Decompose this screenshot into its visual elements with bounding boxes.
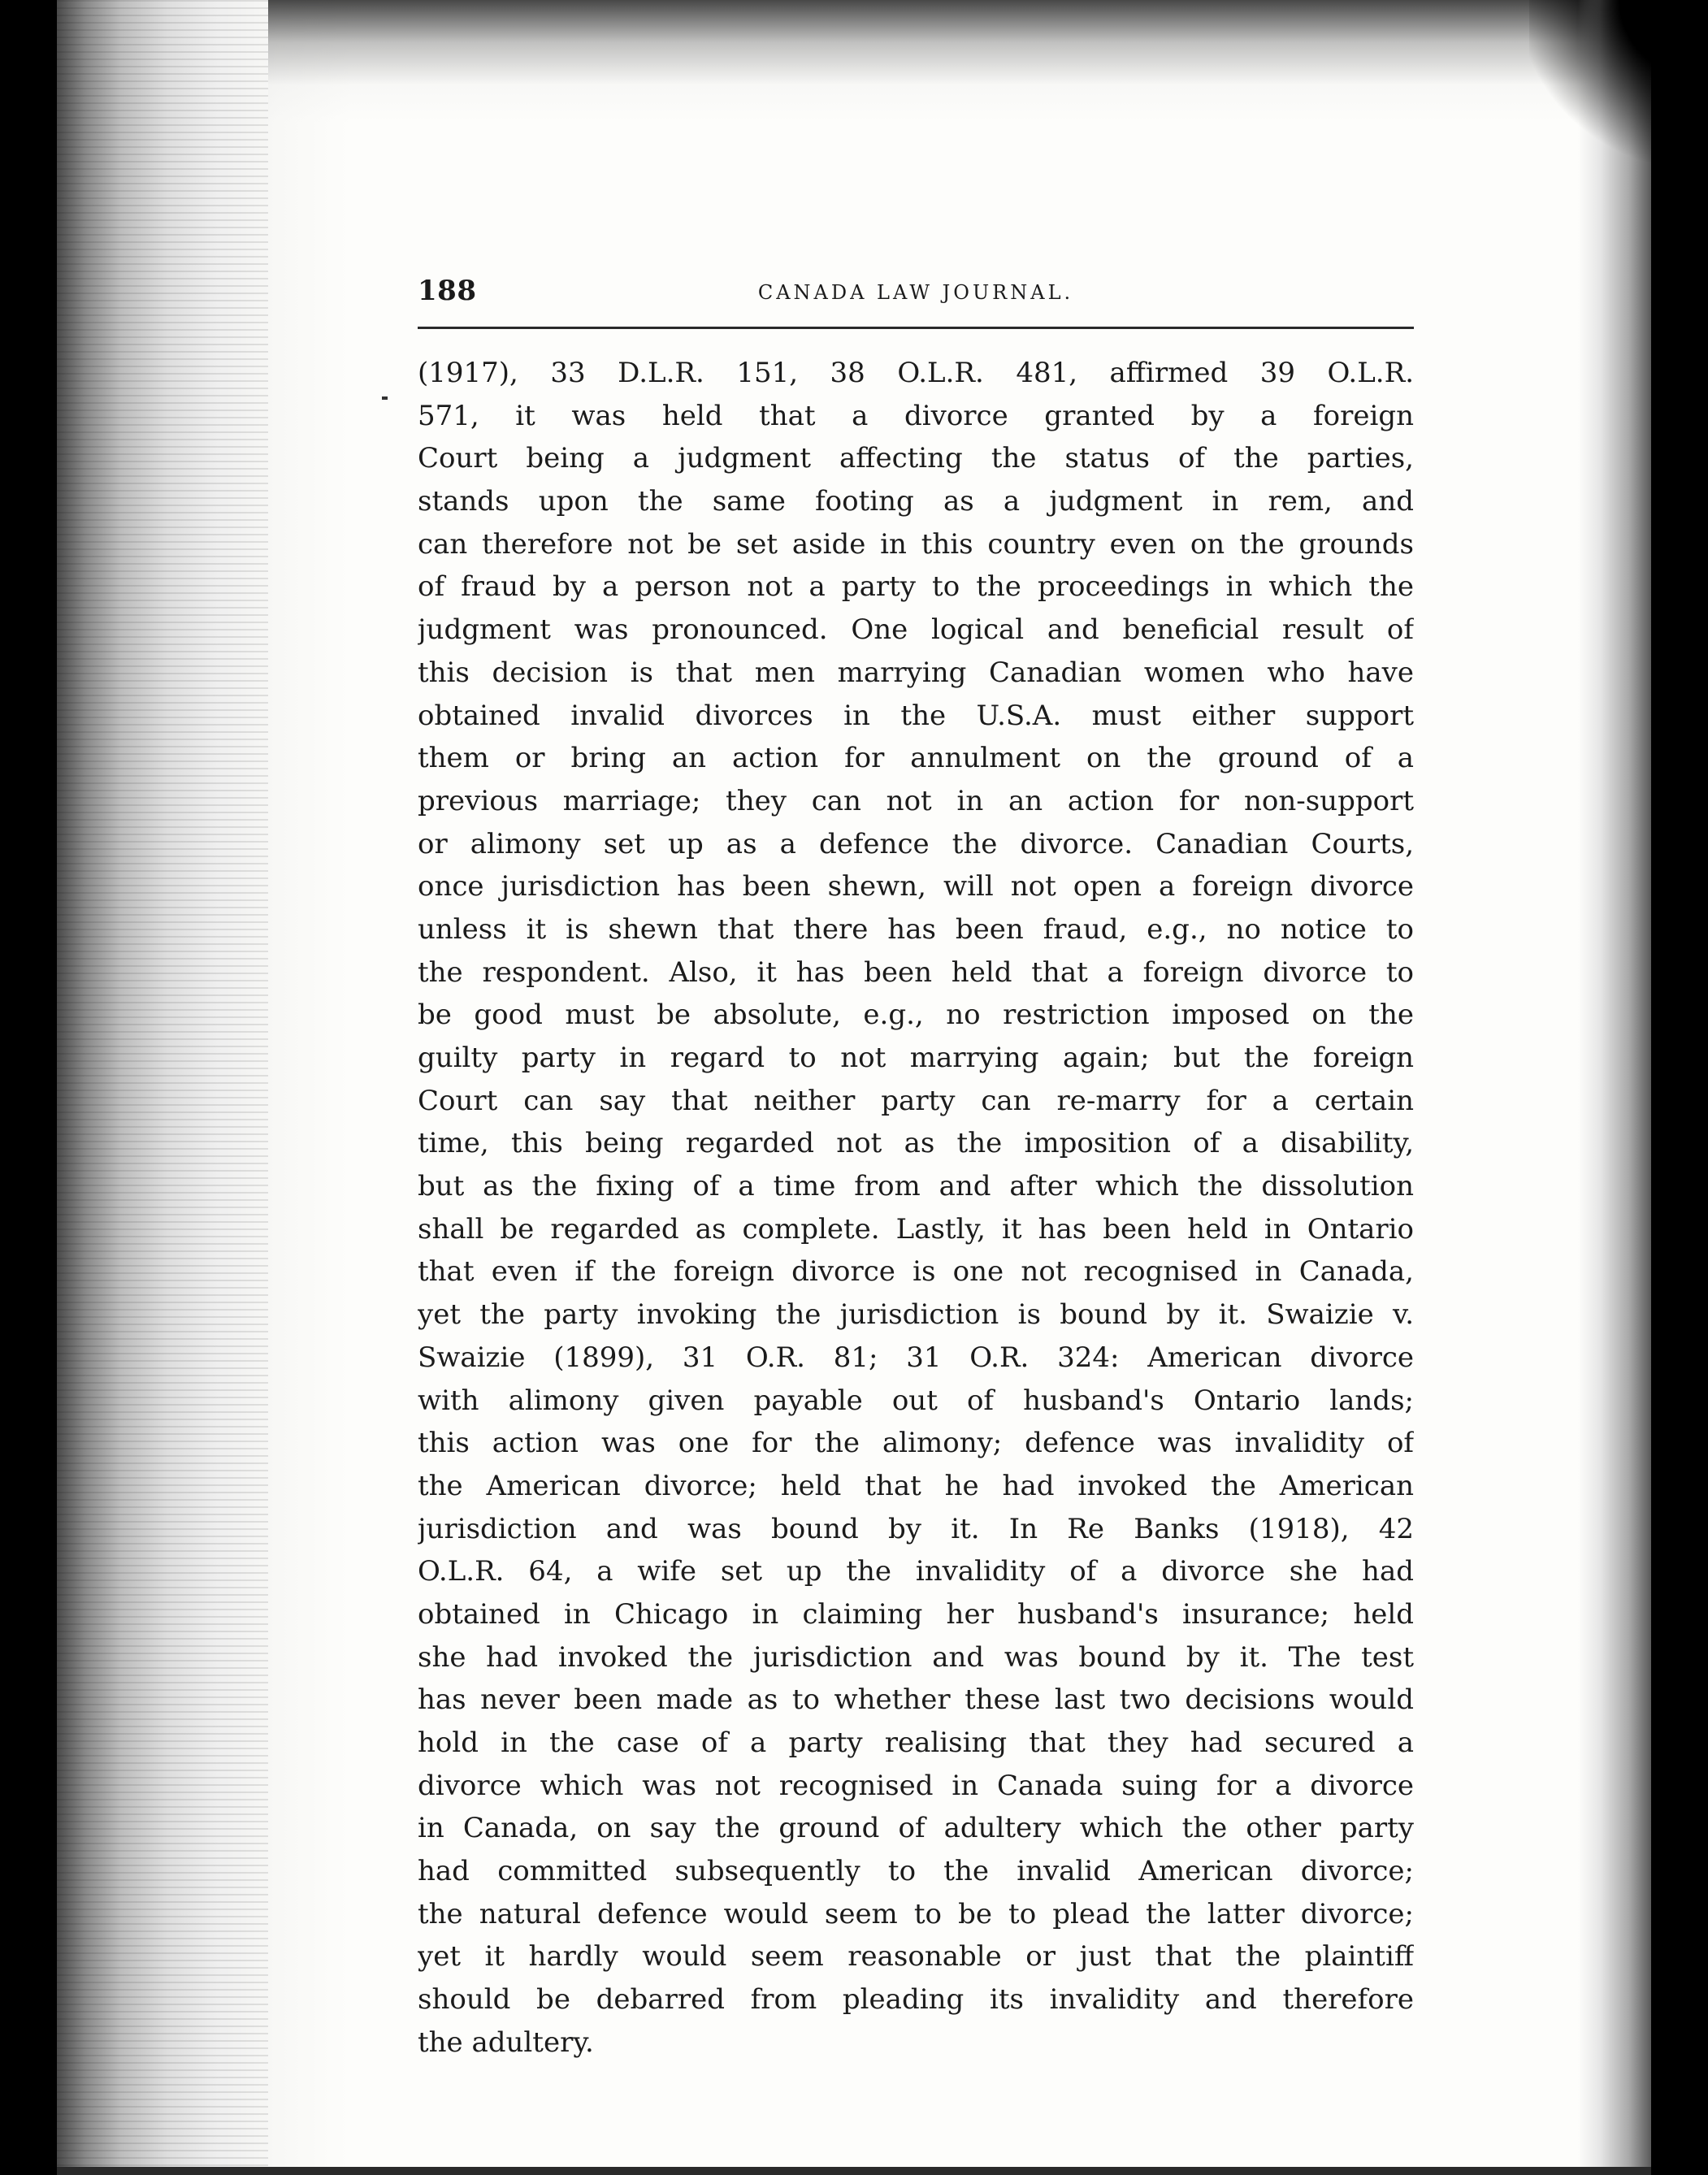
- text-line: has never been made as to whether these last two decisions would: [418, 1683, 1414, 1717]
- text-line: yet it hardly would seem reasonable or just that the plaintiff: [418, 1940, 1414, 1974]
- text-line: the American divorce; held that he had invoked the American: [418, 1469, 1414, 1502]
- text-line: should be debarred from pleading its invalidity and therefore: [418, 1983, 1414, 2017]
- text-line: hold in the case of a party realising that they had secured a: [418, 1727, 1414, 1759]
- text-line: unless it is shewn that there has been fraud, e.g., no notice to: [418, 912, 1414, 946]
- text-line: O.L.R. 64, a wife set up the invalidity of a divorce she had: [418, 1555, 1414, 1588]
- text-line: the respondent. Also, it has been held that a foreign divorce to: [418, 955, 1414, 989]
- text-line: divorce which was not recognised in Canada suing for a divorce: [418, 1769, 1414, 1802]
- text-line: the natural defence would seem to be to plead the latter divorce;: [418, 1897, 1414, 1930]
- text-line: Court being a judgment affecting the status of the parties,: [418, 442, 1414, 475]
- text-line: of fraud by a person not a party to the proceedings in which the: [418, 570, 1414, 604]
- text-line: previous marriage; they can not in an action for non-support: [418, 784, 1414, 817]
- text-line: shall be regarded as complete. Lastly, it has been held in Ontario: [418, 1212, 1414, 1246]
- text-line: in Canada, on say the ground of adultery which the other party: [418, 1812, 1414, 1845]
- text-line: she had invoked the jurisdiction and was bound by it. The test: [418, 1640, 1414, 1674]
- page-header: [418, 268, 1414, 317]
- scan-gutter-streaks: [57, 0, 268, 2175]
- scan-right-gutter-shadow: [1578, 0, 1651, 2175]
- text-line: jurisdiction and was bound by it. In Re Banks (1918), 42: [418, 1512, 1414, 1545]
- scan-left-border: [0, 0, 57, 2175]
- text-line: be good must be absolute, e.g., no restriction imposed on the: [418, 999, 1414, 1032]
- text-line: yet the party invoking the jurisdiction is bound by it. Swaizie v.: [418, 1298, 1414, 1332]
- scan-top-right-corner: [1529, 0, 1708, 162]
- text-line: this action was one for the alimony; defence was invalidity of: [418, 1427, 1414, 1460]
- text-line: Swaizie (1899), 31 O.R. 81; 31 O.R. 324: American divorce: [418, 1341, 1414, 1374]
- text-line: time, this being regarded not as the imposition of a disability,: [418, 1127, 1414, 1160]
- text-line: judgment was pronounced. One logical and beneficial result of: [418, 613, 1414, 647]
- header-rule: [418, 327, 1414, 329]
- text-line: this decision is that men marrying Canadian women who have: [418, 656, 1414, 689]
- margin-mark: [382, 396, 388, 400]
- text-line: obtained in Chicago in claiming her husband's insurance; held: [418, 1597, 1414, 1631]
- text-line: the adultery.: [418, 2026, 594, 2059]
- text-line: obtained invalid divorces in the U.S.A. must either support: [418, 699, 1414, 732]
- scan-bottom-border: [57, 2167, 1651, 2175]
- text-line: or alimony set up as a defence the divorce. Canadian Courts,: [418, 827, 1414, 860]
- text-line: stands upon the same footing as a judgment in rem, and: [418, 485, 1414, 518]
- text-line: Court can say that neither party can re-marry for a certain: [418, 1084, 1414, 1117]
- scan-right-border: [1651, 0, 1708, 2175]
- text-line: can therefore not be set aside in this country even on the grounds: [418, 527, 1414, 561]
- running-head: CANADA LAW JOURNAL.: [757, 281, 1074, 304]
- text-line: (1917), 33 D.L.R. 151, 38 O.L.R. 481, affirmed 39 O.L.R.: [418, 357, 1414, 389]
- journal-page: [418, 268, 1414, 2065]
- text-line: that even if the foreign divorce is one not recognised in Canada,: [418, 1255, 1414, 1289]
- text-line: them or bring an action for annulment on the ground of a: [418, 742, 1414, 775]
- text-line: but as the fixing of a time from and after which the dissolution: [418, 1170, 1414, 1203]
- text-line: had committed subsequently to the invalid American divorce;: [418, 1855, 1414, 1888]
- scan-top-shadow: [268, 0, 1609, 122]
- text-line: with alimony given payable out of husband's Ontario lands;: [418, 1384, 1414, 1417]
- page-number: 188: [418, 275, 477, 307]
- text-line: once jurisdiction has been shewn, will not open a foreign divorce: [418, 870, 1414, 903]
- text-line: 571, it was held that a divorce granted by a foreign: [418, 399, 1414, 432]
- body-paragraph: [418, 352, 1414, 2065]
- text-line: guilty party in regard to not marrying again; but the foreign: [418, 1042, 1414, 1074]
